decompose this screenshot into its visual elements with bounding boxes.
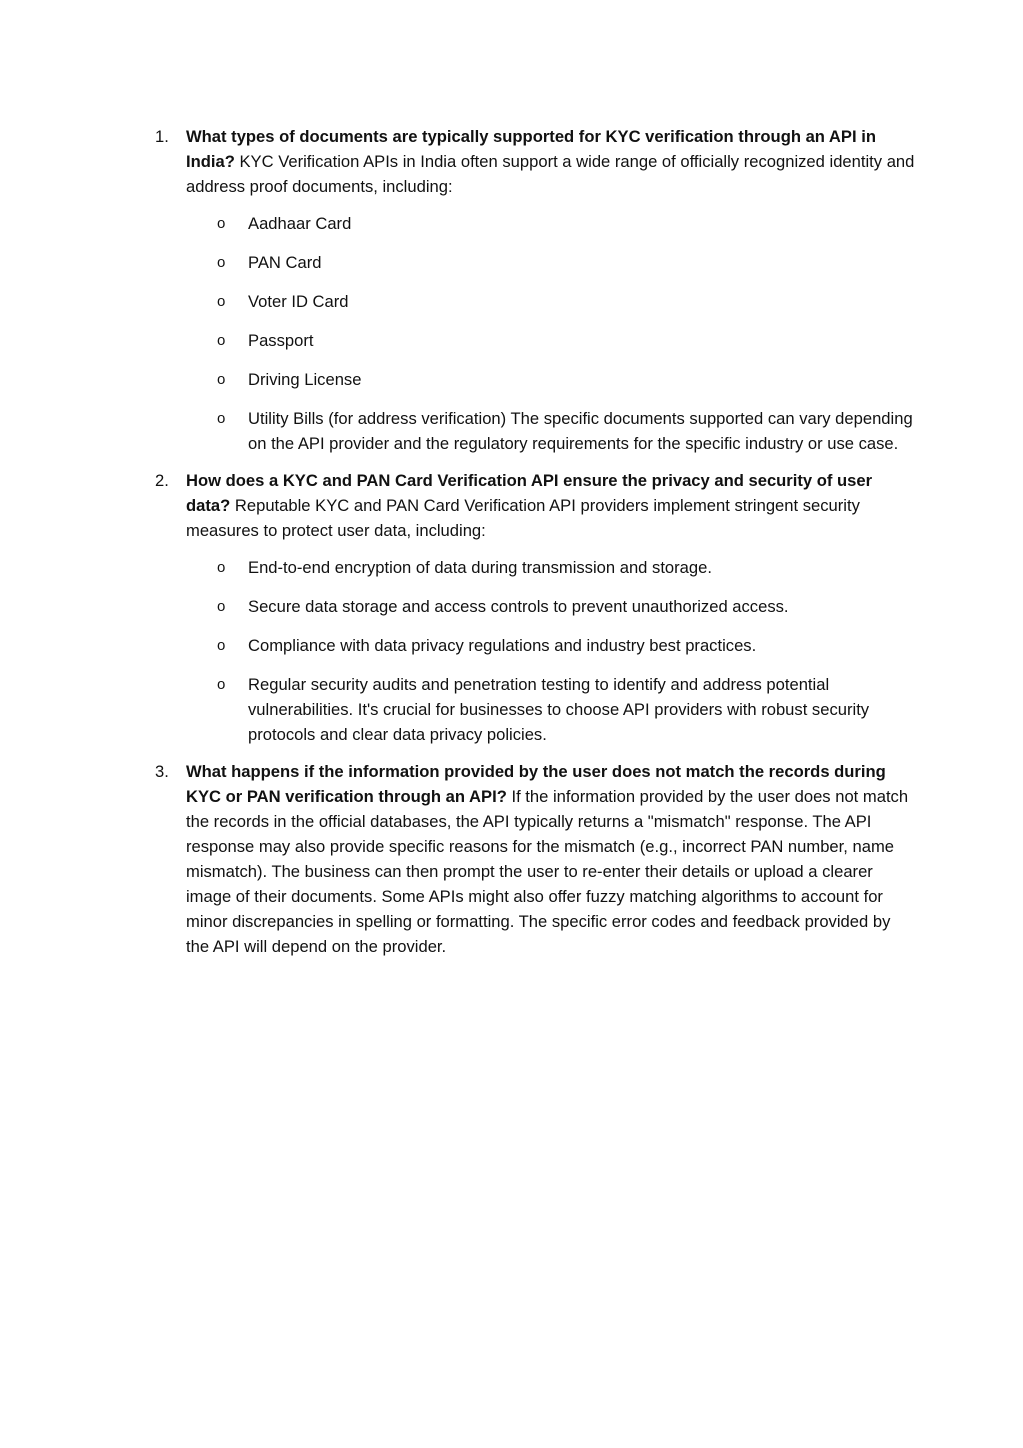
faq-answer: If the information provided by the user does not match the records in the official databases, the API typically returns a "mismatch" response. The API response may also provide specific reasons for the mismatch (e.g., incorrect PAN number, name mismatch). The business can then prompt the user to re-enter their details or upload a clearer image of their documents. Some APIs might also offer fuzzy matching algorithms to account for minor discrepancies in spelling or formatting. The specific error codes and feedback provided by the API will depend on the provider. <box>186 787 909 956</box>
document-types-list <box>186 211 915 456</box>
bullet-marker: o <box>217 371 226 388</box>
list-item <box>186 633 915 658</box>
list-item-text: Regular security audits and penetration testing to identify and address potential vulnerabilities. It's crucial for businesses to choose API providers with robust security protocols and clear data privacy policies. <box>248 675 870 744</box>
faq-answer: Reputable KYC and PAN Card Verification API providers implement stringent security measures to protect user data, including: <box>186 496 860 540</box>
faq-item-2 <box>155 468 915 747</box>
faq-list <box>155 124 915 971</box>
faq-paragraph <box>186 759 915 959</box>
list-item <box>186 406 915 456</box>
bullet-marker: o <box>217 293 226 310</box>
bullet-marker: o <box>217 598 226 615</box>
list-item <box>186 555 915 580</box>
bullet-marker: o <box>217 676 226 693</box>
bullet-marker: o <box>217 332 226 349</box>
list-item-text: Compliance with data privacy regulations and industry best practices. <box>248 636 757 655</box>
list-item <box>186 594 915 619</box>
security-measures-list <box>186 555 915 747</box>
list-number: 3. <box>155 762 169 781</box>
list-item <box>186 289 915 314</box>
faq-answer: KYC Verification APIs in India often support a wide range of officially recognized identity and address proof documents, including: <box>186 152 915 196</box>
faq-paragraph <box>186 124 915 199</box>
faq-question: What types of documents are typically supported for KYC verification through an API in India? <box>186 127 876 171</box>
list-item-text: Passport <box>248 331 314 350</box>
list-item-text: Driving License <box>248 370 362 389</box>
bullet-marker: o <box>217 254 226 271</box>
faq-paragraph <box>186 468 915 543</box>
faq-item-3 <box>155 759 915 959</box>
list-item <box>186 328 915 353</box>
list-item-text: Aadhaar Card <box>248 214 352 233</box>
list-item-text: Utility Bills (for address verification) The specific documents supported can vary depending on the API provider and the regulatory requirements for the specific industry or use case. <box>248 409 913 453</box>
bullet-marker: o <box>217 215 226 232</box>
list-number: 1. <box>155 127 169 146</box>
list-number: 2. <box>155 471 169 490</box>
bullet-marker: o <box>217 559 226 576</box>
faq-question: How does a KYC and PAN Card Verification API ensure the privacy and security of user data? <box>186 471 873 515</box>
list-item <box>186 250 915 275</box>
bullet-marker: o <box>217 410 226 427</box>
faq-question: What happens if the information provided by the user does not match the records during KYC or PAN verification through an API? <box>186 762 886 806</box>
list-item-text: Voter ID Card <box>248 292 349 311</box>
list-item <box>186 367 915 392</box>
list-item <box>186 672 915 747</box>
faq-item-1 <box>155 124 915 456</box>
list-item-text: Secure data storage and access controls to prevent unauthorized access. <box>248 597 789 616</box>
list-item <box>186 211 915 236</box>
list-item-text: PAN Card <box>248 253 322 272</box>
bullet-marker: o <box>217 637 226 654</box>
list-item-text: End-to-end encryption of data during transmission and storage. <box>248 558 712 577</box>
